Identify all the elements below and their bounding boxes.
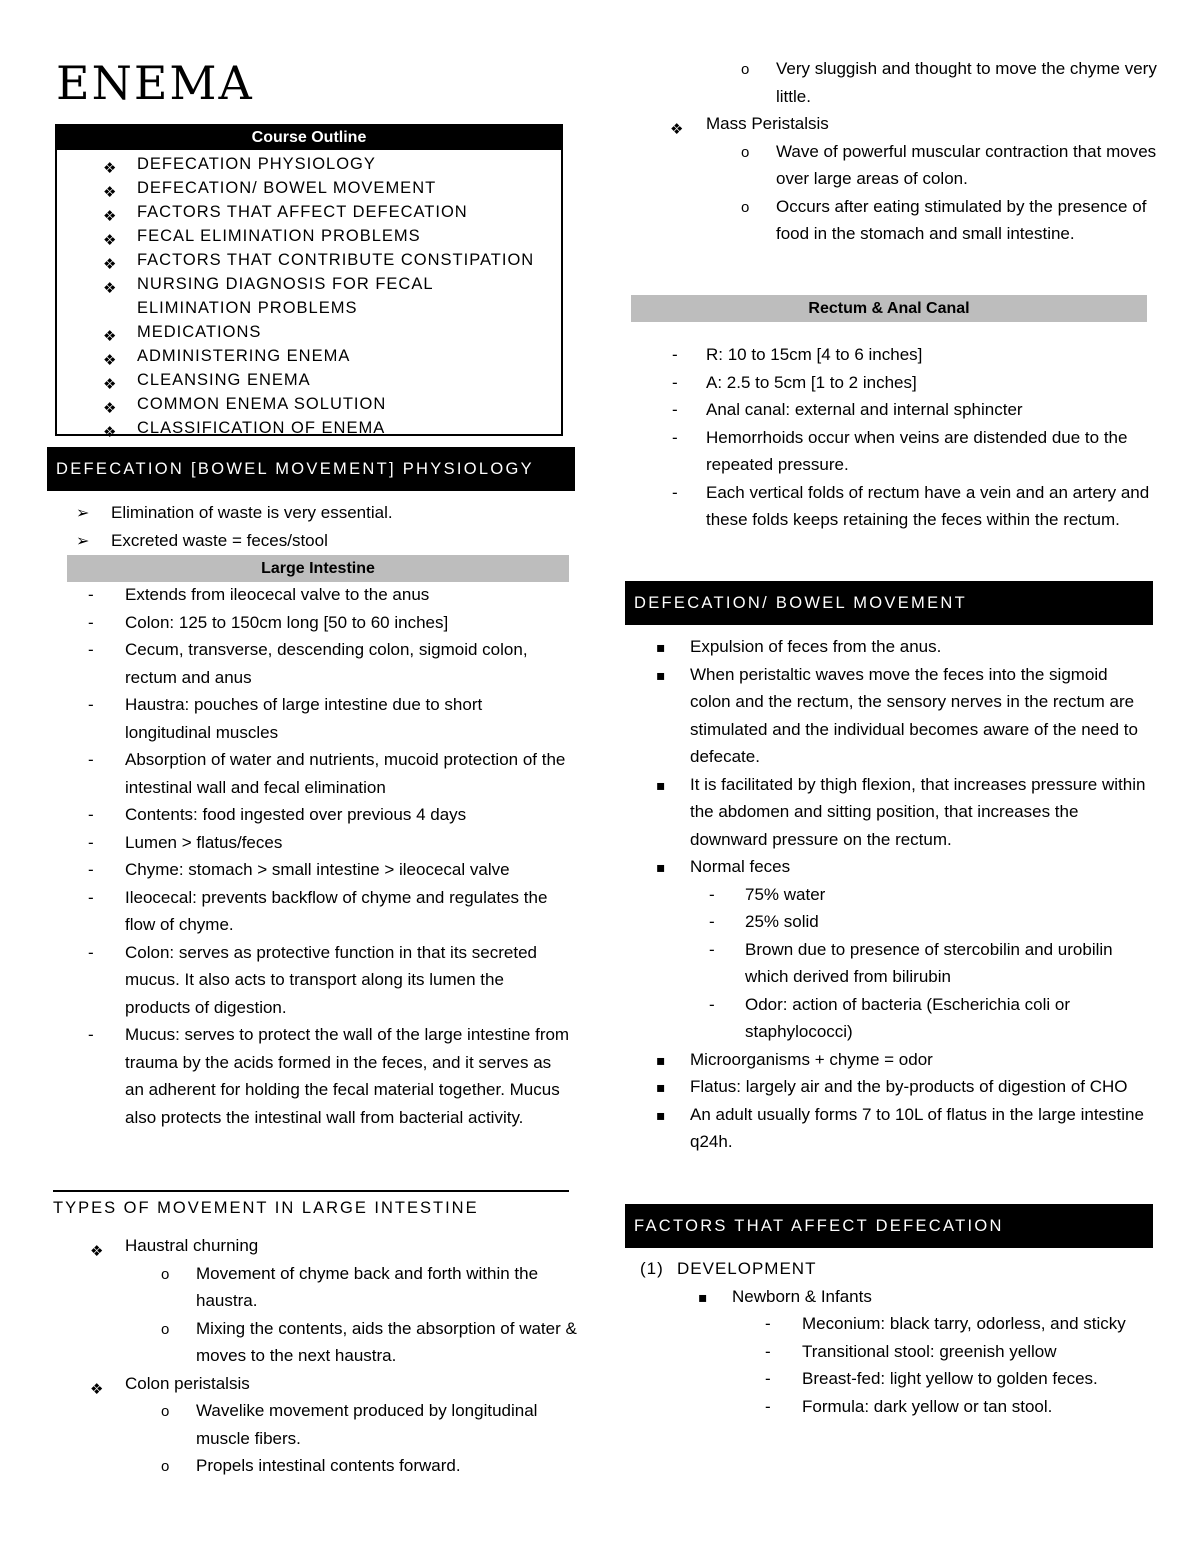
list-item: - Chyme: stomach > small intestine > ileocecal valve bbox=[88, 856, 570, 884]
square-bullet-icon bbox=[656, 853, 666, 883]
list-item: ▪ An adult usually forms 7 to 10L of flatus in the large intestine q24h. bbox=[656, 1101, 1150, 1156]
arrow-bullet-icon bbox=[76, 499, 89, 527]
course-outline-heading: Course Outline bbox=[57, 126, 561, 150]
diamond-bullet-icon bbox=[103, 348, 119, 364]
diamond-bullet-icon bbox=[670, 115, 686, 131]
arrow-point: ➢ Elimination of waste is very essential. bbox=[76, 499, 576, 527]
square-bullet-icon bbox=[656, 661, 666, 691]
outline-item: ❖ MEDICATIONS bbox=[57, 320, 561, 344]
movement-types-continued bbox=[670, 55, 1160, 248]
factor-subheading: (1) DEVELOPMENT bbox=[640, 1255, 1160, 1283]
arrow-bullet-icon bbox=[76, 527, 89, 555]
list-item: ▪ Flatus: largely air and the by-products of digestion of CHO bbox=[656, 1073, 1150, 1101]
course-outline-list bbox=[57, 150, 561, 440]
large-intestine-list bbox=[88, 581, 570, 1131]
dash-bullet-icon bbox=[672, 479, 678, 507]
circle-bullet-icon bbox=[161, 1315, 169, 1344]
outline-item: ❖ NURSING DIAGNOSIS FOR FECAL ELIMINATION PROBLEMS bbox=[57, 272, 507, 320]
diamond-bullet-icon bbox=[103, 252, 119, 268]
dash-bullet-icon bbox=[88, 636, 94, 664]
diamond-bullet-icon bbox=[90, 1237, 106, 1253]
list-item: o Propels intestinal contents forward. bbox=[90, 1452, 580, 1480]
outline-item: ❖ CLEANSING ENEMA bbox=[57, 368, 561, 392]
factors-heading: FACTORS THAT AFFECT DEFECATION bbox=[625, 1204, 1153, 1248]
dash-bullet-icon bbox=[88, 1021, 94, 1049]
movement-types-list bbox=[90, 1232, 580, 1480]
diamond-bullet-icon bbox=[90, 1375, 106, 1391]
square-bullet-icon bbox=[656, 1101, 666, 1131]
dash-bullet-icon bbox=[765, 1393, 771, 1421]
outline-item: ❖ CLASSIFICATION OF ENEMA bbox=[57, 416, 561, 440]
outline-item: ❖ COMMON ENEMA SOLUTION bbox=[57, 392, 561, 416]
square-bullet-icon bbox=[656, 1046, 666, 1076]
bowel-movement-heading: DEFECATION/ BOWEL MOVEMENT bbox=[625, 581, 1153, 625]
dash-bullet-icon bbox=[88, 581, 94, 609]
list-item: ▪ Normal feces bbox=[656, 853, 1150, 881]
list-item: o Very sluggish and thought to move the chyme very little. bbox=[670, 55, 1160, 110]
dash-bullet-icon bbox=[672, 369, 678, 397]
dash-bullet-icon bbox=[709, 991, 715, 1019]
movement-group-label: ❖ Haustral churning bbox=[90, 1232, 580, 1260]
list-item: - Extends from ileocecal valve to the anus bbox=[88, 581, 570, 609]
large-intestine-heading: Large Intestine bbox=[67, 555, 569, 582]
list-item: - Colon: serves as protective function in that its secreted mucus. It also acts to transport along its lumen the products of digestion. bbox=[88, 939, 570, 1022]
diamond-bullet-icon bbox=[103, 156, 119, 172]
dash-bullet-icon bbox=[88, 746, 94, 774]
dash-bullet-icon bbox=[672, 424, 678, 452]
factor-number: (1) bbox=[640, 1259, 664, 1278]
diamond-bullet-icon bbox=[103, 228, 119, 244]
list-item: - Lumen > flatus/feces bbox=[88, 829, 570, 857]
dash-bullet-icon bbox=[672, 341, 678, 369]
physiology-section-heading: DEFECATION [BOWEL MOVEMENT] PHYSIOLOGY bbox=[47, 447, 575, 491]
list-item: - Cecum, transverse, descending colon, sigmoid colon, rectum and anus bbox=[88, 636, 570, 691]
diamond-bullet-icon bbox=[103, 204, 119, 220]
outline-item: ❖ FECAL ELIMINATION PROBLEMS bbox=[57, 224, 561, 248]
list-item: - 75% water bbox=[656, 881, 1150, 909]
circle-bullet-icon bbox=[741, 193, 749, 222]
dash-bullet-icon bbox=[88, 609, 94, 637]
dash-bullet-icon bbox=[709, 881, 715, 909]
list-item: - Formula: dark yellow or tan stool. bbox=[640, 1393, 1160, 1421]
list-item: - Anal canal: external and internal sphincter bbox=[672, 396, 1150, 424]
arrow-point: ➢ Excreted waste = feces/stool bbox=[76, 527, 576, 555]
list-item: - 25% solid bbox=[656, 908, 1150, 936]
circle-bullet-icon bbox=[161, 1260, 169, 1289]
square-bullet-icon bbox=[656, 633, 666, 663]
dash-bullet-icon bbox=[765, 1365, 771, 1393]
list-item: ▪ It is facilitated by thigh flexion, that increases pressure within the abdomen and sitting position, that increases the downward pressure on the rectum. bbox=[656, 771, 1150, 854]
diamond-bullet-icon bbox=[103, 180, 119, 196]
dash-bullet-icon bbox=[88, 829, 94, 857]
circle-bullet-icon bbox=[161, 1397, 169, 1426]
list-item: o Movement of chyme back and forth within the haustra. bbox=[90, 1260, 580, 1315]
diamond-bullet-icon bbox=[103, 324, 119, 340]
list-item: o Wave of powerful muscular contraction that moves over large areas of colon. bbox=[670, 138, 1160, 193]
dash-bullet-icon bbox=[88, 884, 94, 912]
list-item: - Mucus: serves to protect the wall of the large intestine from trauma by the acids formed in the feces, and it serves as an adherent for holding the fecal material together. Mucus also protects the intestinal wall from bacterial activity. bbox=[88, 1021, 570, 1131]
list-item: - Transitional stool: greenish yellow bbox=[640, 1338, 1160, 1366]
dash-bullet-icon bbox=[765, 1310, 771, 1338]
dash-bullet-icon bbox=[709, 936, 715, 964]
list-item: - Hemorrhoids occur when veins are distended due to the repeated pressure. bbox=[672, 424, 1150, 479]
outline-item: ❖ DEFECATION PHYSIOLOGY bbox=[57, 152, 561, 176]
list-item: o Mixing the contents, aids the absorption of water & moves to the next haustra. bbox=[90, 1315, 580, 1370]
square-bullet-icon bbox=[698, 1283, 708, 1313]
list-item: - Ileocecal: prevents backflow of chyme and regulates the flow of chyme. bbox=[88, 884, 570, 939]
dash-bullet-icon bbox=[672, 396, 678, 424]
list-item: - A: 2.5 to 5cm [1 to 2 inches] bbox=[672, 369, 1150, 397]
factors-list bbox=[640, 1255, 1160, 1420]
diamond-bullet-icon bbox=[103, 396, 119, 412]
circle-bullet-icon bbox=[161, 1452, 169, 1481]
list-item: - Contents: food ingested over previous 4 days bbox=[88, 801, 570, 829]
dash-bullet-icon bbox=[88, 856, 94, 884]
list-item: - Brown due to presence of stercobilin and urobilin which derived from bilirubin bbox=[656, 936, 1150, 991]
movement-types-heading: TYPES OF MOVEMENT IN LARGE INTESTINE bbox=[53, 1190, 569, 1218]
movement-group-label: ❖ Colon peristalsis bbox=[90, 1370, 580, 1398]
movement-group-label: ❖ Mass Peristalsis bbox=[670, 110, 1160, 138]
circle-bullet-icon bbox=[741, 55, 749, 84]
dash-bullet-icon bbox=[765, 1338, 771, 1366]
list-item: o Wavelike movement produced by longitudinal muscle fibers. bbox=[90, 1397, 580, 1452]
outline-item: ❖ DEFECATION/ BOWEL MOVEMENT bbox=[57, 176, 561, 200]
list-item: - R: 10 to 15cm [4 to 6 inches] bbox=[672, 341, 1150, 369]
dash-bullet-icon bbox=[88, 939, 94, 967]
outline-item: ❖ FACTORS THAT CONTRIBUTE CONSTIPATION bbox=[57, 248, 561, 272]
rectum-heading: Rectum & Anal Canal bbox=[631, 295, 1147, 322]
dash-bullet-icon bbox=[88, 691, 94, 719]
diamond-bullet-icon bbox=[103, 372, 119, 388]
outline-item: ❖ ADMINISTERING ENEMA bbox=[57, 344, 561, 368]
list-item: ▪ Microorganisms + chyme = odor bbox=[656, 1046, 1150, 1074]
circle-bullet-icon bbox=[741, 138, 749, 167]
list-item: o Occurs after eating stimulated by the presence of food in the stomach and small intestine. bbox=[670, 193, 1160, 248]
dash-bullet-icon bbox=[709, 908, 715, 936]
square-bullet-icon bbox=[656, 771, 666, 801]
bowel-movement-list bbox=[656, 633, 1150, 1156]
rectum-list bbox=[672, 341, 1150, 534]
physiology-points bbox=[76, 499, 576, 554]
square-bullet-icon bbox=[656, 1073, 666, 1103]
list-item: ▪ Expulsion of feces from the anus. bbox=[656, 633, 1150, 661]
list-item: - Breast-fed: light yellow to golden feces. bbox=[640, 1365, 1160, 1393]
course-outline-box bbox=[55, 124, 563, 436]
diamond-bullet-icon bbox=[103, 276, 119, 292]
list-item: ▪ When peristaltic waves move the feces into the sigmoid colon and the rectum, the sensory nerves in the rectum are stimulated and the individual becomes aware of the need to defecate. bbox=[656, 661, 1150, 771]
diamond-bullet-icon bbox=[103, 420, 119, 436]
list-item: - Colon: 125 to 150cm long [50 to 60 inches] bbox=[88, 609, 570, 637]
list-item: - Odor: action of bacteria (Escherichia coli or staphylococci) bbox=[656, 991, 1150, 1046]
dash-bullet-icon bbox=[88, 801, 94, 829]
factor-group-label: ▪ Newborn & Infants bbox=[640, 1283, 1160, 1311]
list-item: - Absorption of water and nutrients, mucoid protection of the intestinal wall and fecal elimination bbox=[88, 746, 570, 801]
outline-item: ❖ FACTORS THAT AFFECT DEFECATION bbox=[57, 200, 561, 224]
document-title: ENEMA bbox=[56, 56, 254, 110]
list-item: - Each vertical folds of rectum have a vein and an artery and these folds keeps retaining the feces within the rectum. bbox=[672, 479, 1150, 534]
list-item: - Meconium: black tarry, odorless, and sticky bbox=[640, 1310, 1160, 1338]
list-item: - Haustra: pouches of large intestine due to short longitudinal muscles bbox=[88, 691, 570, 746]
